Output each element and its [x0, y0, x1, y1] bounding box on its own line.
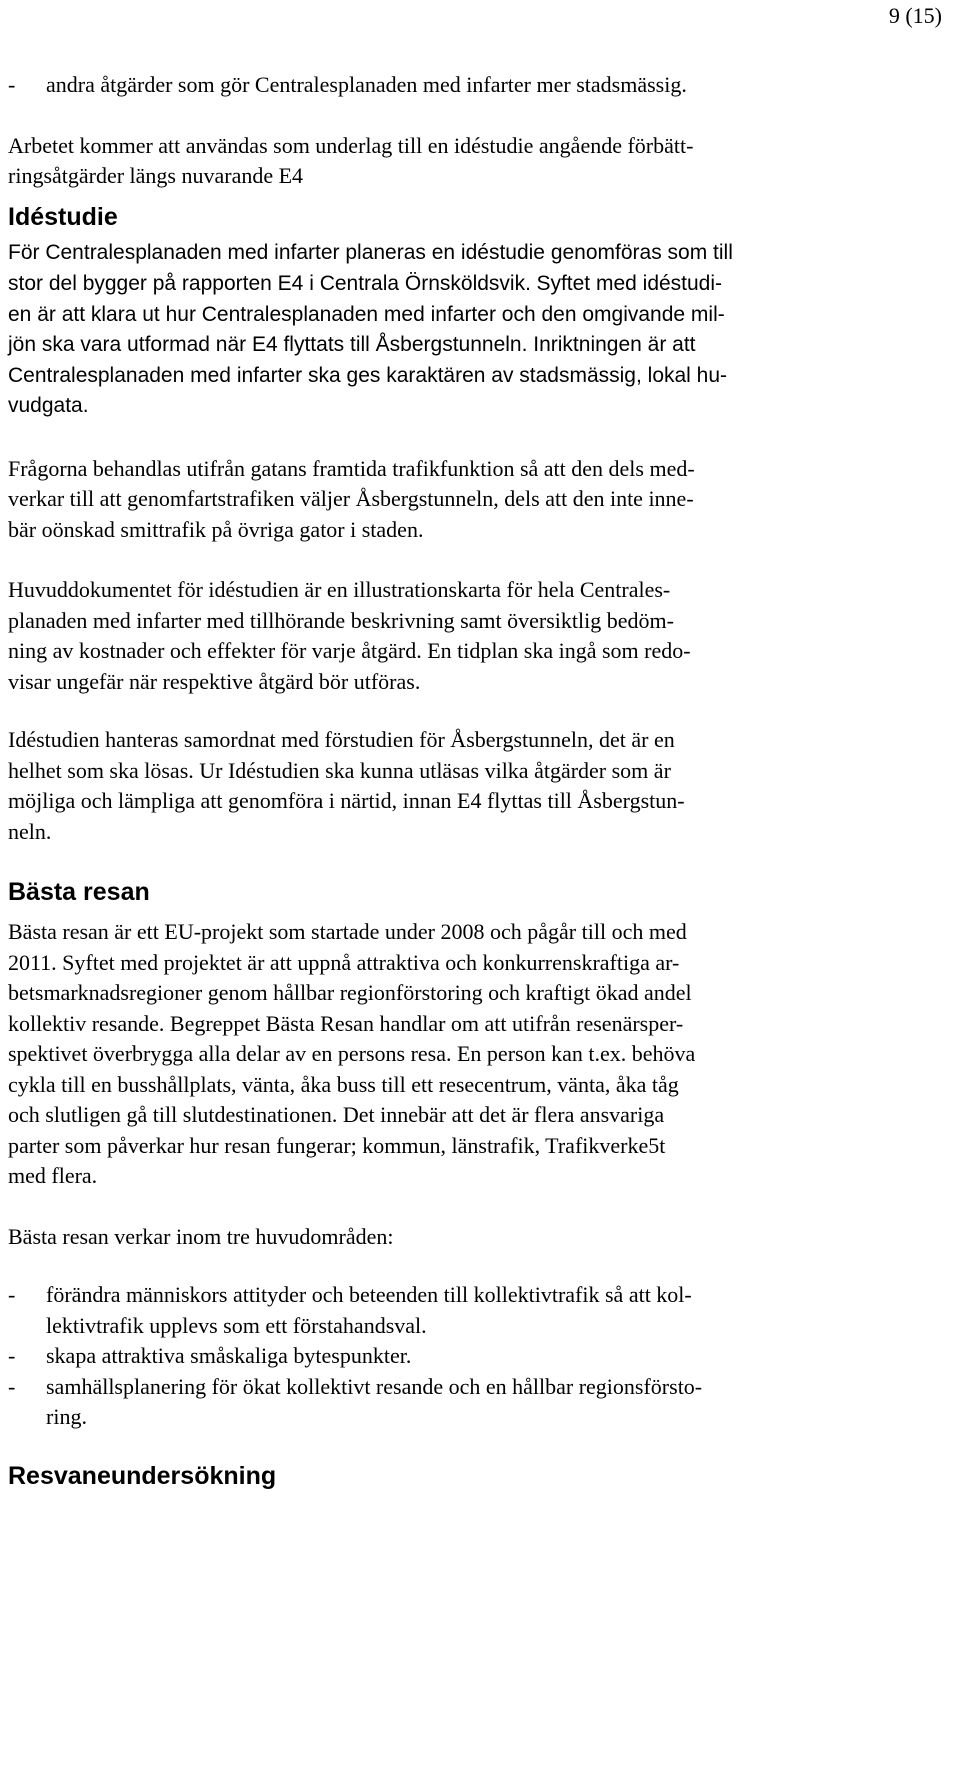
text-line: helhet som ska lösas. Ur Idéstudien ska kunna utläsas vilka åtgärder som är	[8, 757, 671, 783]
text-line: spektivet överbrygga alla delar av en persons resa. En person kan t.ex. behöva	[8, 1041, 696, 1066]
text-line: vudgata.	[8, 394, 89, 417]
text-line: Huvuddokumentet för idéstudien är en illustrationskarta för hela Centrales-	[8, 577, 671, 602]
paragraph-idestudie	[8, 238, 950, 422]
text-line: Bästa resan är ett EU-projekt som startade under 2008 och pågår till och med	[8, 919, 687, 944]
list-dash: -	[8, 1343, 16, 1368]
list-item-text: andra åtgärder som gör Centralesplanaden med infarter mer stadsmässig.	[46, 72, 687, 97]
text-line: Idéstudien hanteras samordnat med förstudien för Åsbergstunneln, det är en	[8, 727, 675, 752]
heading-resvaneundersokning: Resvaneundersökning	[8, 1461, 277, 1490]
text-line: bär oönskad smittrafik på övriga gator i staden.	[8, 516, 424, 542]
text-line	[8, 268, 950, 300]
list-item	[8, 1280, 950, 1341]
text-line: och slutligen gå till slutdestinationen. Det innebär att det är flera ansvariga	[8, 1102, 665, 1127]
document-page	[8, 0, 956, 1774]
page-number: 9 (15)	[888, 3, 942, 28]
text-segment: stor del bygger på rapporten E4 i Centrala Örnsköldsvik.	[8, 272, 531, 295]
text-line: en är att klara ut hur Centralesplanaden med infarter och den omgivande mil-	[8, 302, 725, 326]
areas-list	[8, 1280, 950, 1433]
paragraph-hanteras	[8, 725, 950, 847]
text-line: Arbetet kommer att användas som underlag till en idéstudie angående förbätt-	[8, 132, 694, 158]
list-item-line: förändra människors attityder och beteenden till kollektivtrafik så att kol-	[46, 1282, 692, 1307]
text-line: cykla till en busshållplats, vänta, åka buss till ett resecentrum, vänta, åka tåg	[8, 1071, 679, 1097]
heading-idestudie: Idéstudie	[8, 202, 118, 231]
paragraph-work	[8, 131, 950, 192]
text-line: planaden med infarter med tillhörande beskrivning samt översiktlig bedöm-	[8, 607, 674, 633]
heading-basta-resan: Bästa resan	[8, 878, 150, 906]
list-dash: -	[8, 1373, 16, 1399]
text-line: 2011. Syftet med projektet är att uppnå attraktiva och konkurrenskraftiga ar-	[8, 949, 680, 975]
text-line: parter som påverkar hur resan fungerar; kommun, länstrafik, Trafikverke5t	[8, 1132, 666, 1158]
text-line: betsmarknadsregioner genom hållbar regionförstoring och kraftigt ökad andel	[8, 980, 692, 1005]
text-line: ning av kostnader och effekter för varje åtgärd. En tidplan ska ingå som redo-	[8, 638, 691, 663]
text-line: kollektiv resande. Begreppet Bästa Resan handlar om att utifrån resenärsper-	[8, 1010, 684, 1036]
intro-list	[8, 70, 950, 101]
text-line: med flera.	[8, 1163, 98, 1188]
text-line: Frågorna behandlas utifrån gatans framtida trafikfunktion så att den dels med-	[8, 455, 695, 481]
paragraph-basta-resan	[8, 917, 950, 1192]
list-dash: -	[8, 1282, 16, 1307]
list-item	[8, 1341, 950, 1372]
text-line: Centralesplanaden med infarter ska ges karaktären av stadsmässig, lokal hu-	[8, 363, 728, 387]
text-line: neln.	[8, 818, 52, 844]
list-item-line: skapa attraktiva småskaliga bytespunkter.	[46, 1343, 412, 1368]
list-item-line: ring.	[46, 1404, 87, 1429]
text-line: jön ska vara utformad när E4 flyttats till Åsbergstunneln. Inriktningen är att	[8, 333, 696, 356]
list-item-line: samhällsplanering för ökat kollektivt resande och en hållbar regionsförsto-	[46, 1373, 703, 1399]
text-line: ringsåtgärder längs nuvarande E4	[8, 163, 304, 188]
text-line: visar ungefär när respektive åtgärd bör utföras.	[8, 668, 421, 694]
page-content	[8, 70, 950, 1491]
text-line: möjliga och lämpliga att genomföra i närtid, innan E4 flyttas till Åsbergstun-	[8, 788, 685, 813]
list-item	[8, 1372, 950, 1433]
paragraph-huvuddokument	[8, 575, 950, 697]
list-dash: -	[8, 72, 16, 97]
text-segment: Syftet med idéstudi-	[536, 272, 723, 295]
list-item-line: lektivtrafik upplevs som ett förstahandsval.	[46, 1312, 427, 1338]
text-line: För Centralesplanaden med infarter planeras en idéstudie genomföras som till	[8, 240, 733, 264]
list-item	[8, 70, 950, 101]
paragraph-areas-intro: Bästa resan verkar inom tre huvudområden:	[8, 1223, 394, 1249]
text-line: verkar till att genomfartstrafiken väljer Åsbergstunneln, dels att den inte inne-	[8, 486, 694, 511]
paragraph-fragorna	[8, 454, 950, 546]
